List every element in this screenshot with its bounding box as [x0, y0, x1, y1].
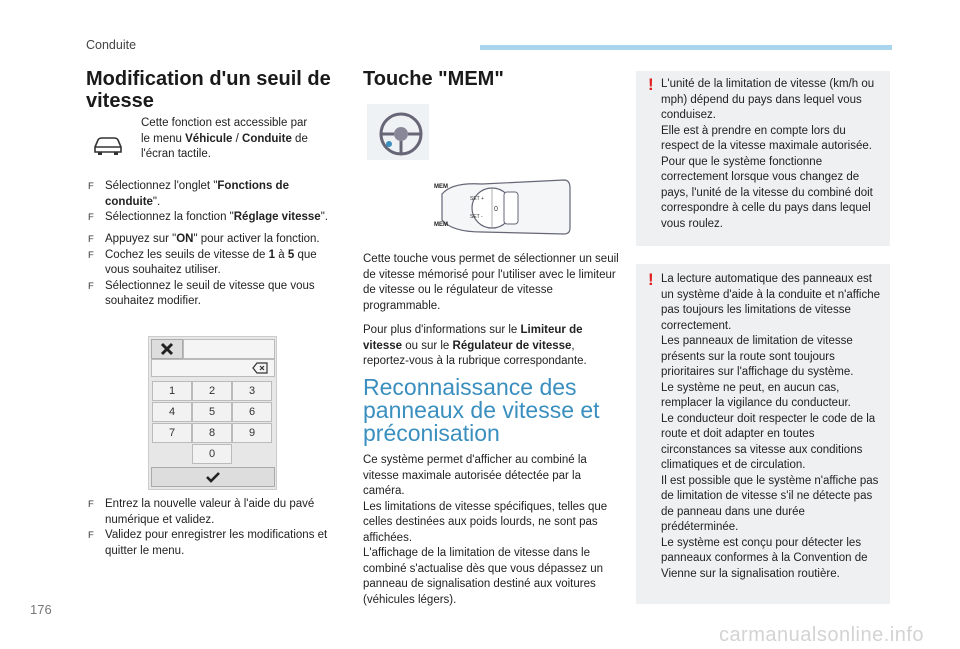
paragraph: Ce système permet d'afficher au combiné la vitesse maximale autorisée détectée par la caméra. — [363, 454, 587, 497]
column-2 — [363, 68, 623, 90]
mem-text — [363, 252, 623, 370]
stalk-label: 0 — [494, 206, 498, 213]
list-item: F Sélectionnez l'onglet "Fonctions de conduite". — [88, 179, 338, 210]
steering-wheel-image — [367, 104, 429, 166]
car-icon — [92, 133, 124, 161]
key-3: 3 — [232, 381, 272, 401]
key-8: 8 — [192, 423, 232, 443]
key-0: 0 — [192, 444, 232, 464]
list-item: F Appuyez sur "ON" pour activer la fonction. — [88, 232, 338, 248]
paragraph: L'affichage de la limitation de vitesse dans le combiné s'actualise dès que vous dépassez un panneau de signalisation destiné aux voitures (véhicules légers). — [363, 547, 604, 606]
warning-box-unit: ! L'unité de la limitation de vitesse (km/h ou mph) dépend du pays dans lequel vous conduisez. Elle est à prendre en compte lors du respect de la vitesse maximale autorisée. Pour que le système fonctionne correctement lorsque vous changez de pays, l'unité de la vitesse du combiné doit correspondre à celle du pays dans lequel vous roulez. — [636, 71, 890, 246]
steps-list-2 — [88, 232, 338, 310]
paragraph: Cette touche vous permet de sélectionner un seuil de vitesse mémorisé pour l'utiliser avec le limiteur de vitesse ou le régulateur de vitesse programmable. — [363, 253, 619, 312]
key-9: 9 — [232, 423, 272, 443]
warning-icon: ! — [648, 75, 654, 94]
warning-box-recognition: ! La lecture automatique des panneaux est un système d'aide à la conduite et n'affiche pas toujours les limitations de vitesse correctement. Les panneaux de limitation de vitesse présents sur la route sont toujours prioritaires sur l'affichage du système. Le système ne peut, en aucun cas, remplacer la vigilance du conducteur. Le conducteur doit respecter le code de la route et doit adapter en toutes circonstances sa vitesse aux conditions climatiques et de circulation. Il est possible que le système n'affiche pas de limitation de vitesse s'il ne détecte pas de panneau dans une durée prédéterminée. Le système est conçu pour détecter les panneaux conformes à la Convention de Vienne sur la signalisation routière. — [636, 264, 890, 604]
mem-title: Touche "MEM" — [363, 68, 504, 90]
access-note: Cette fonction est accessible par le menu Véhicule / Conduite de l'écran tactile. — [141, 117, 308, 160]
stalk-label: SET - — [470, 214, 483, 220]
stalk-label: MEM — [434, 222, 448, 228]
steps-list-3 — [88, 497, 338, 559]
steps-list-1 — [88, 179, 338, 226]
key-6: 6 — [232, 402, 272, 422]
key-7: 7 — [152, 423, 192, 443]
paragraph: Les limitations de vitesse spécifiques, telles que celles destinées aux poids lourds, ne sont pas affichées. — [363, 500, 608, 544]
key-4: 4 — [152, 402, 192, 422]
list-item: F Sélectionnez la fonction "Réglage vitesse". — [88, 210, 338, 226]
column-1 — [86, 68, 336, 112]
key-2: 2 — [192, 381, 232, 401]
close-key — [151, 339, 183, 359]
watermark: carmanualsonline.info — [718, 623, 924, 646]
list-item: F Entrez la nouvelle valeur à l'aide du pavé numérique et validez. — [88, 497, 338, 528]
page-number: 176 — [30, 602, 52, 617]
section-title: Modification d'un seuil de vitesse — [86, 68, 331, 112]
warning-icon: ! — [648, 270, 654, 289]
list-item: F Cochez les seuils de vitesse de 1 à 5 que vous souhaitez utiliser. — [88, 248, 338, 279]
value-display — [151, 359, 275, 377]
section-header: Conduite — [86, 38, 137, 52]
recognition-title: Reconnaissance des panneaux de vitesse et préconisation — [363, 374, 600, 446]
paragraph: Pour plus d'informations sur le Limiteur de vitesse ou sur le Régulateur de vitesse, reportez-vous à la rubrique correspondante. — [363, 324, 587, 367]
list-item: F Validez pour enregistrer les modifications et quitter le menu. — [88, 528, 338, 559]
list-item: F Sélectionnez le seuil de vitesse que vous souhaitez modifier. — [88, 279, 338, 310]
validate-key — [151, 467, 275, 487]
header-bar — [480, 45, 892, 50]
backspace-icon — [252, 362, 268, 374]
close-icon — [152, 340, 182, 358]
recognition-text — [363, 453, 623, 608]
key-5: 5 — [192, 402, 232, 422]
keypad-illustration — [148, 336, 277, 490]
key-1: 1 — [152, 381, 192, 401]
check-icon — [206, 471, 220, 483]
cruise-stalk-image — [432, 174, 572, 246]
stalk-label: SET + — [470, 196, 484, 202]
stalk-label: MEM — [434, 184, 448, 190]
